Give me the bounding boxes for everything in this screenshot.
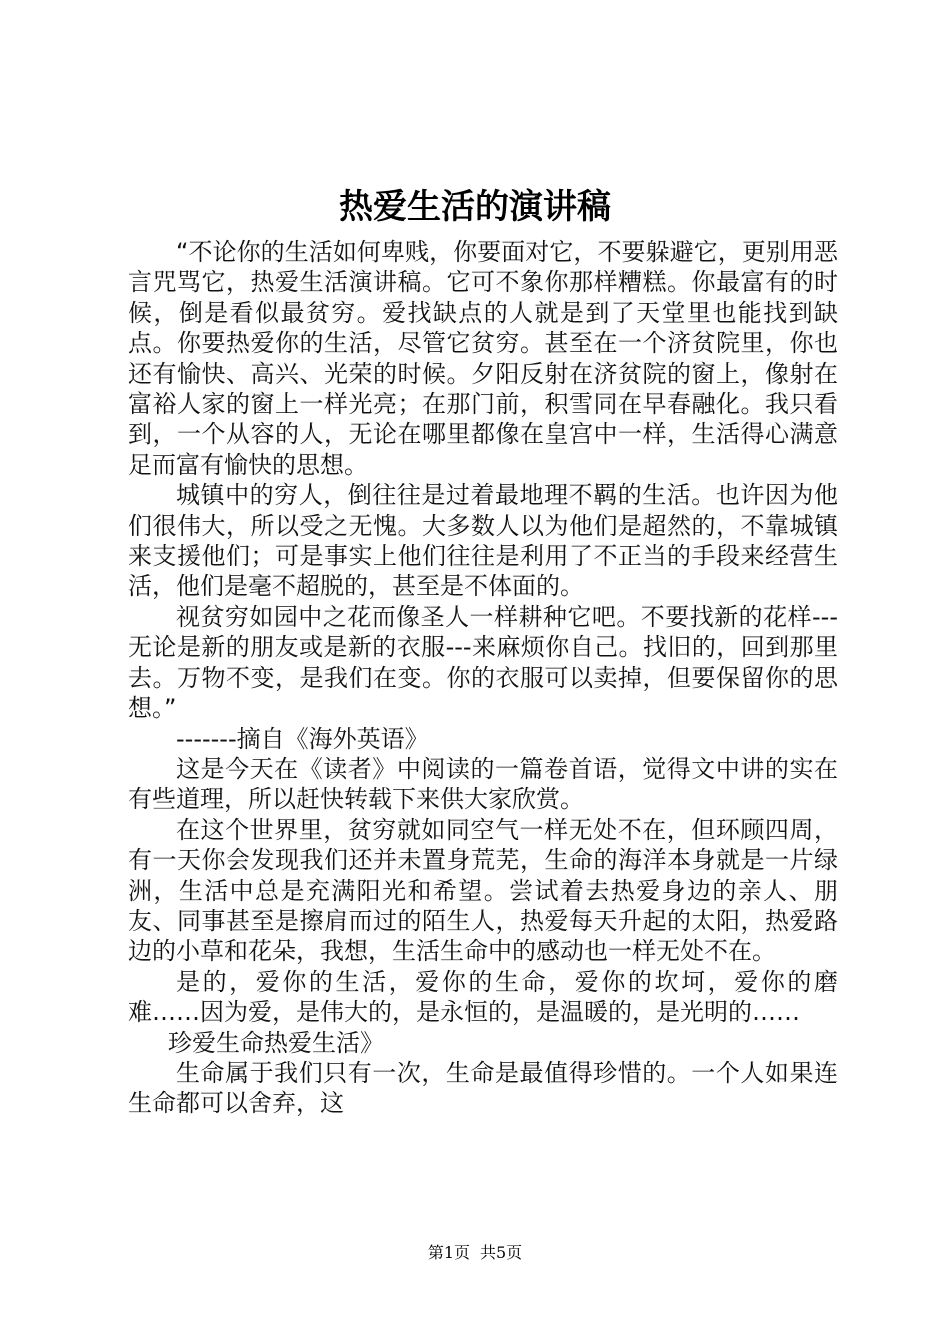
paragraph-quote-3: 视贫穷如园中之花而像圣人一样耕种它吧。不要找新的花样---无论是新的朋友或是新的衣服---来麻烦你自己。找旧的，回到那里去。万物不变，是我们在变。你的衣服可以卖掉，但要保留你的思想。”: [128, 602, 838, 723]
paragraph-quote-2: 城镇中的穷人，倒往往是过着最地理不羁的生活。也许因为他们很伟大，所以受之无愧。大多数人以为他们是超然的，不靠城镇来支援他们；可是事实上他们往往是利用了不正当的手段来经营生活，他们是毫不超脱的，甚至是不体面的。: [128, 481, 838, 601]
document-title: 热爱生活的演讲稿: [339, 187, 611, 227]
document-body: [128, 237, 838, 1119]
quote-source: -------摘自《海外英语》: [176, 724, 429, 753]
page-number: 第1页: [427, 1243, 470, 1262]
paragraph-quote-1: “不论你的生活如何卑贱，你要面对它，不要躲避它，更别用恶言咒骂它，热爱生活演讲稿。它可不象你那样糟糕。你最富有的时候，倒是看似最贫穷。爱找缺点的人就是到了天堂里也能找到缺点。你要热爱你的生活，尽管它贫穷。甚至在一个济贫院里，你也还有愉快、高兴、光荣的时候。夕阳反射在济贫院的窗上，像射在富裕人家的窗上一样光亮；在那门前，积雪同在早春融化。我只看到，一个从容的人，无论在哪里都像在皇宫中一样，生活得心满意足而富有愉快的思想。: [128, 238, 838, 479]
section-heading: 珍爱生命热爱生活》: [168, 1028, 384, 1057]
paragraph-world: 在这个世界里，贫穷就如同空气一样无处不在，但环顾四周，有一天你会发现我们还并未置身荒芜，生命的海洋本身就是一片绿洲，生活中总是充满阳光和希望。尝试着去热爱身边的亲人、朋友、同事甚至是擦肩而过的陌生人，热爱每天升起的太阳，热爱路边的小草和花朵，我想，生活生命中的感动也一样无处不在。: [128, 815, 838, 966]
paragraph-love: 是的，爱你的生活，爱你的生命，爱你的坎坷，爱你的磨难……因为爱，是伟大的，是永恒的，是温暖的，是光明的……: [128, 967, 838, 1027]
page-total: 共5页: [480, 1243, 523, 1262]
page-footer: [0, 1241, 950, 1265]
paragraph-life: 生命属于我们只有一次，生命是最值得珍惜的。一个人如果连生命都可以舍弃，这: [128, 1058, 838, 1118]
paragraph-reader-note: 这是今天在《读者》中阅读的一篇卷首语，觉得文中讲的实在有些道理，所以赶快转载下来供大家欣赏。: [128, 754, 838, 814]
